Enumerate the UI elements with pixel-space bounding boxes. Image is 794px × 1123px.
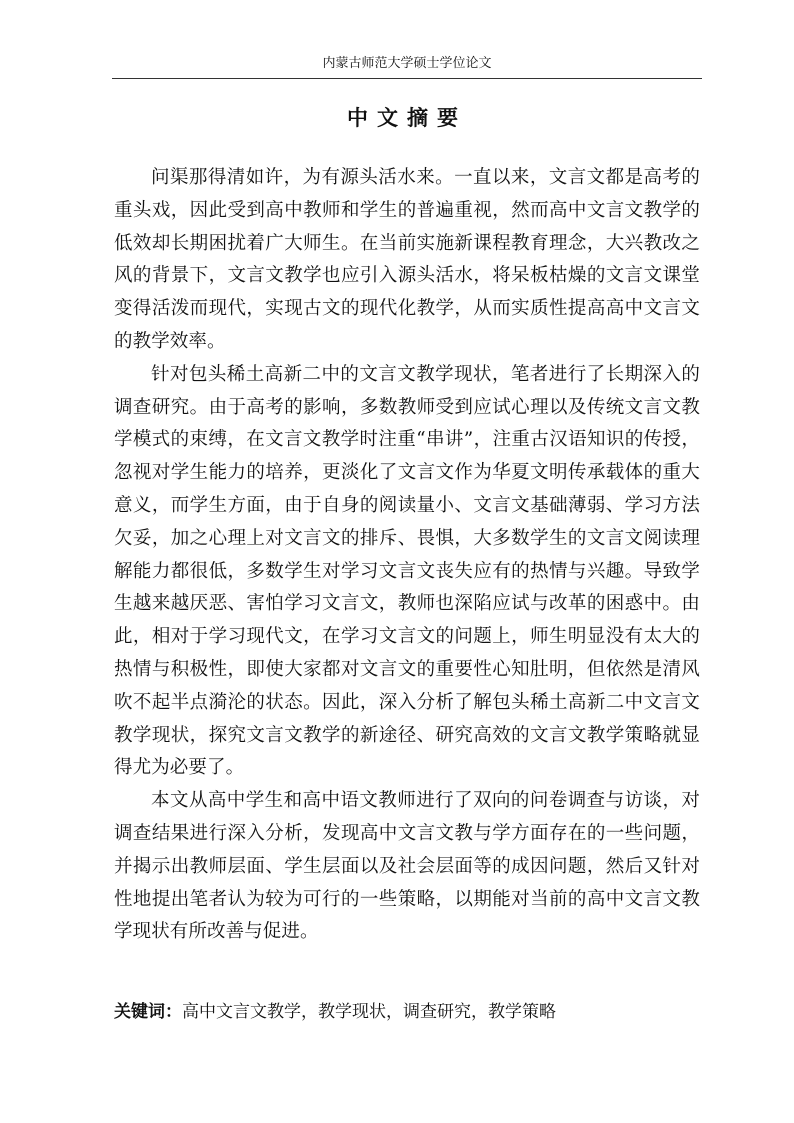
keywords-line [114,998,700,1026]
running-header: 内蒙古师范大学硕士学位论文 [322,56,492,71]
abstract-body [114,162,700,949]
keywords-label: 关键词： [114,1002,182,1022]
abstract-paragraph-1: 问渠那得清如许，为有源头活水来。一直以来，文言文都是高考的重头戏，因此受到高中教师和学生的普遍重视，然而高中文言文教学的低效却长期困扰着广大师生。在当前实施新课程教育理念，大兴教改之风的背景下，文言文教学也应引入源头活水，将呆板枯燥的文言文课堂变得活泼而现代，实现古文的现代化教学，从而实质性提高高中文言文的教学效率。 [114,167,700,352]
abstract-title: 中文摘要 [347,106,467,130]
keywords-value: 高中文言文教学，教学现状，调查研究，教学策略 [182,1002,556,1022]
abstract-paragraph-3: 本文从高中学生和高中语文教师进行了双向的问卷调查与访谈，对调查结果进行深入分析，发现高中文言文教与学方面存在的一些问题，并揭示出教师层面、学生层面以及社会层面等的成因问题，然后又针对性地提出笔者认为较为可行的一些策略，以期能对当前的高中文言文教学现状有所改善与促进。 [114,790,700,943]
header-divider [112,78,702,79]
abstract-paragraph-2: 针对包头稀土高新二中的文言文教学现状，笔者进行了长期深入的调查研究。由于高考的影响，多数教师受到应试心理以及传统文言文教学模式的束缚，在文言文教学时注重“串讲”，注重古汉语知识的传授，忽视对学生能力的培养，更淡化了文言文作为华夏文明传承载体的重大意义，而学生方面，由于自身的阅读量小、文言文基础薄弱、学习方法欠妥，加之心理上对文言文的排斥、畏惧，大多数学生的文言文阅读理解能力都很低，多数学生对学习文言文丧失应有的热情与兴趣。导致学生越来越厌恶、害怕学习文言文，教师也深陷应试与改革的困惑中。由此，相对于学习现代文，在学习文言文的问题上，师生明显没有太大的热情与积极性，即使大家都对文言文的重要性心知肚明，但依然是清风吹不起半点漪沦的状态。因此，深入分析了解包头稀土高新二中文言文教学现状，探究文言文教学的新途径、研究高效的文言文教学策略就显得尤为必要了。 [114,363,700,779]
